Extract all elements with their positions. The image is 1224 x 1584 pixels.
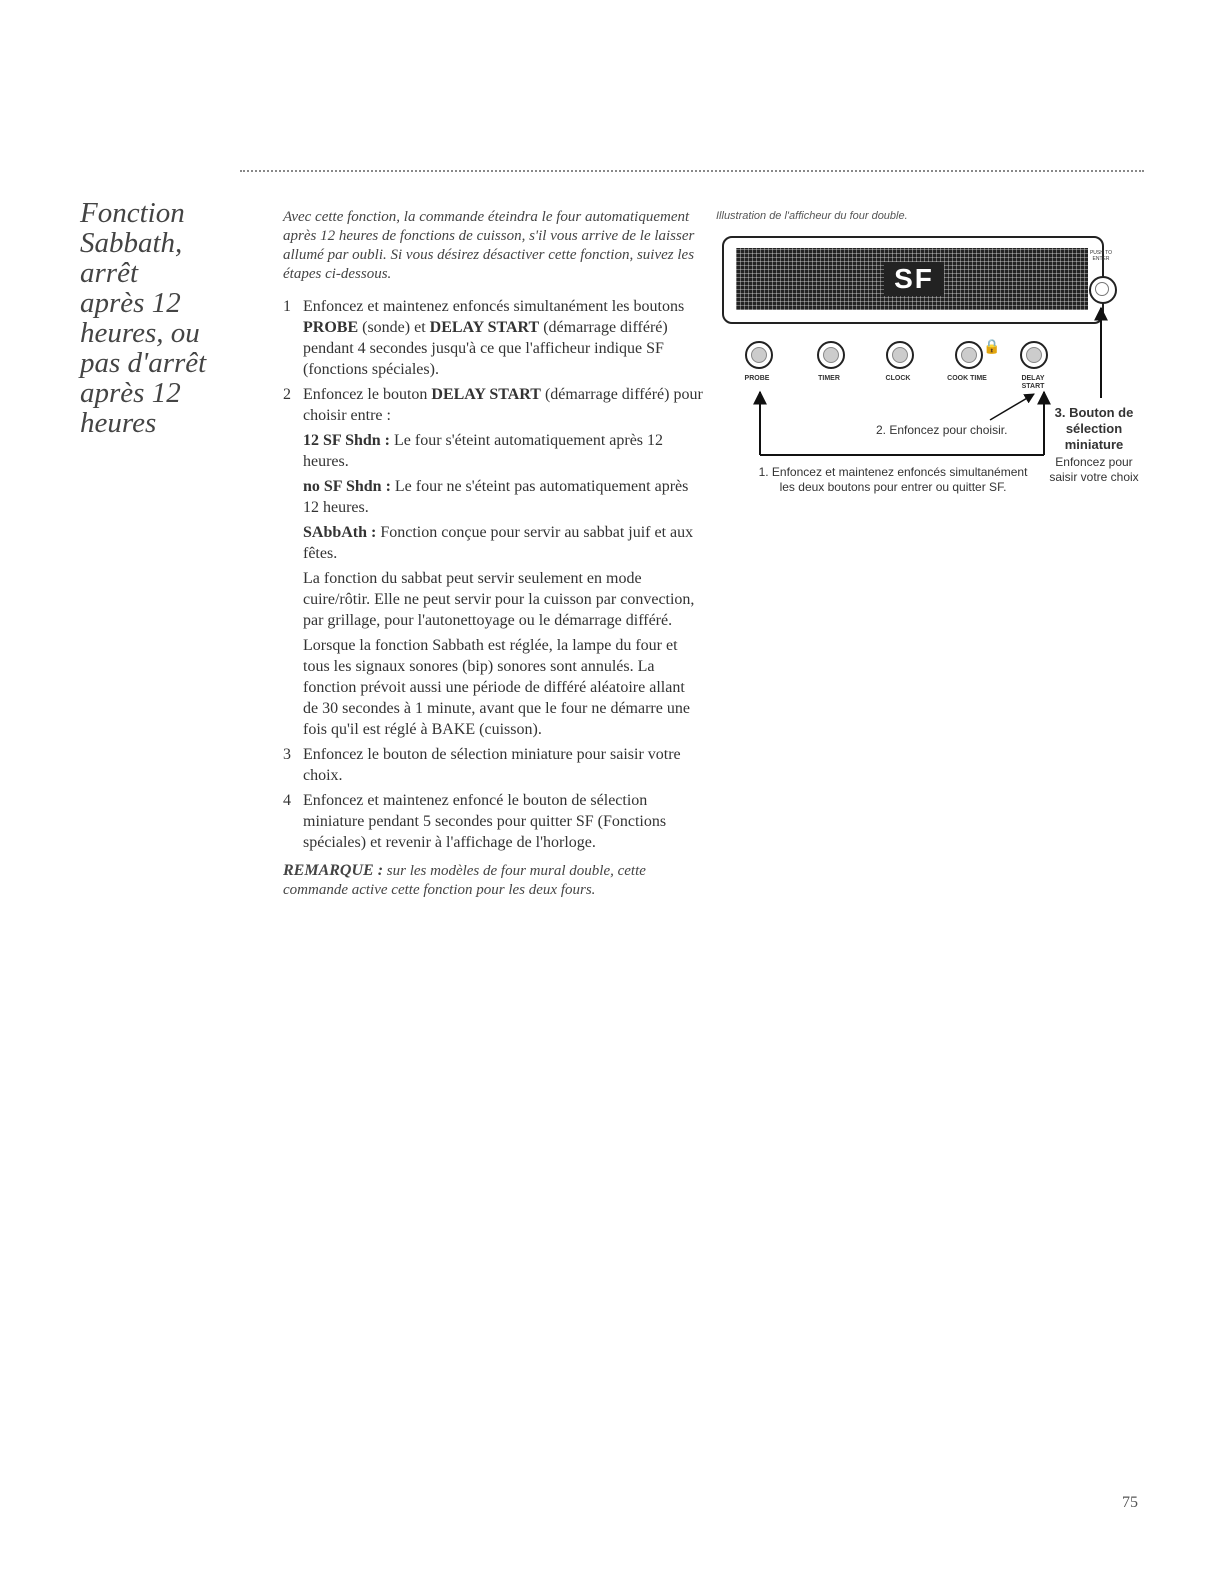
figure-caption: Illustration de l'afficheur du four double.: [716, 210, 908, 222]
intro-paragraph: Avec cette fonction, la commande éteindra le four automatiquement après 12 heures de fonctions de cuisson, s'il vous arrive de le laisser allumé par oubli. Si vous désirez désactiver cette fonction, suivez les étapes ci-dessous.: [283, 209, 695, 282]
clock-label: CLOCK: [885, 375, 911, 382]
step-number: 3: [283, 746, 291, 763]
caption-line: 1. Enfoncez et maintenez enfoncés simultanément: [758, 465, 1028, 479]
delay-start-label: DELAY START: [1021, 375, 1045, 390]
choose-arrow: [990, 394, 1034, 420]
title-line: heures, ou: [80, 317, 200, 349]
page-number: 75: [1122, 1494, 1138, 1511]
step-number: 4: [283, 792, 291, 809]
option-label: SAbbAth :: [303, 524, 377, 541]
option-label: 12 SF Shdn :: [303, 432, 390, 449]
title-line: Sabbath, arrêt: [80, 227, 183, 289]
probe-label: PROBE: [744, 375, 770, 382]
timer-label: TIMER: [818, 375, 840, 382]
option-label: no SF Shdn :: [303, 478, 391, 495]
text-fragment: (démarrage différé) pour choisir entre :: [303, 386, 703, 424]
display-sf-text: SF: [884, 262, 944, 296]
push-to-enter-label: PUSH TO ENTER: [1089, 250, 1113, 262]
caption-step-2: 2. Enfoncez pour choisir.: [876, 423, 1008, 437]
option-text: Fonction conçue pour servir au sabbat juif et aux fêtes.: [303, 524, 694, 562]
delay-start-keyword: DELAY START: [431, 386, 541, 403]
title-line: Fonction: [80, 197, 185, 229]
title-line: heures: [80, 407, 157, 439]
option-text: Le four s'éteint automatiquement après 12 heures.: [303, 432, 664, 470]
caption-step-1: [748, 465, 1038, 495]
text-fragment: Enfoncez le bouton: [303, 386, 432, 403]
title-line: après 12: [80, 377, 181, 409]
text-fragment: (sonde) et: [358, 319, 430, 336]
caption-title: 3. Bouton de sélection miniature: [1054, 405, 1134, 452]
note-label: REMARQUE :: [283, 862, 384, 879]
caption-desc: Enfoncez pour saisir votre choix: [1049, 455, 1139, 484]
text-fragment: (démarrage différé) pendant 4 secondes jusqu'à ce que l'afficheur indique SF (fonctions spéciales).: [303, 319, 668, 378]
note-text: sur les modèles de four mural double, cette commande active cette fonction pour les deux fours.: [283, 863, 646, 898]
title-line: après 12: [80, 287, 181, 319]
lock-icon: 🔒: [983, 340, 1001, 355]
step-number: 2: [283, 386, 291, 403]
step-number: 1: [283, 298, 291, 315]
probe-keyword: PROBE: [303, 319, 359, 336]
cook-time-label: COOK TIME: [947, 375, 987, 382]
sabbath-paragraph: Lorsque la fonction Sabbath est réglée, la lampe du four et tous les signaux sonores (bip) sonores sont annulés. La fonction prévoit aussi une période de différé aléatoire allant de 30 secondes à 1 minute, avant que le four ne démarre une fois qu'il est réglé à BAKE (cuisson).: [303, 637, 690, 738]
title-line: pas d'arrêt: [80, 347, 207, 379]
sabbath-paragraph: La fonction du sabbat peut servir seulement en mode cuire/rôtir. Elle ne peut servir pour la cuisson par convection, par grillage, pour l'autonettoyage ou le démarrage différé.: [303, 570, 695, 629]
caption-step-3: [1044, 405, 1144, 485]
text-fragment: Enfoncez et maintenez enfoncés simultanément les boutons: [303, 298, 685, 315]
caption-line: les deux boutons pour entrer ou quitter SF.: [779, 480, 1007, 494]
delay-start-keyword: DELAY START: [429, 319, 540, 336]
step-text: Enfoncez et maintenez enfoncé le bouton de sélection miniature pendant 5 secondes pour quitter SF (Fonctions spéciales) et revenir à l'affichage de l'horloge.: [303, 792, 667, 851]
step-text: Enfoncez le bouton de sélection miniature pour saisir votre choix.: [303, 746, 681, 784]
option-text: Le four ne s'éteint pas automatiquement après 12 heures.: [303, 478, 689, 516]
